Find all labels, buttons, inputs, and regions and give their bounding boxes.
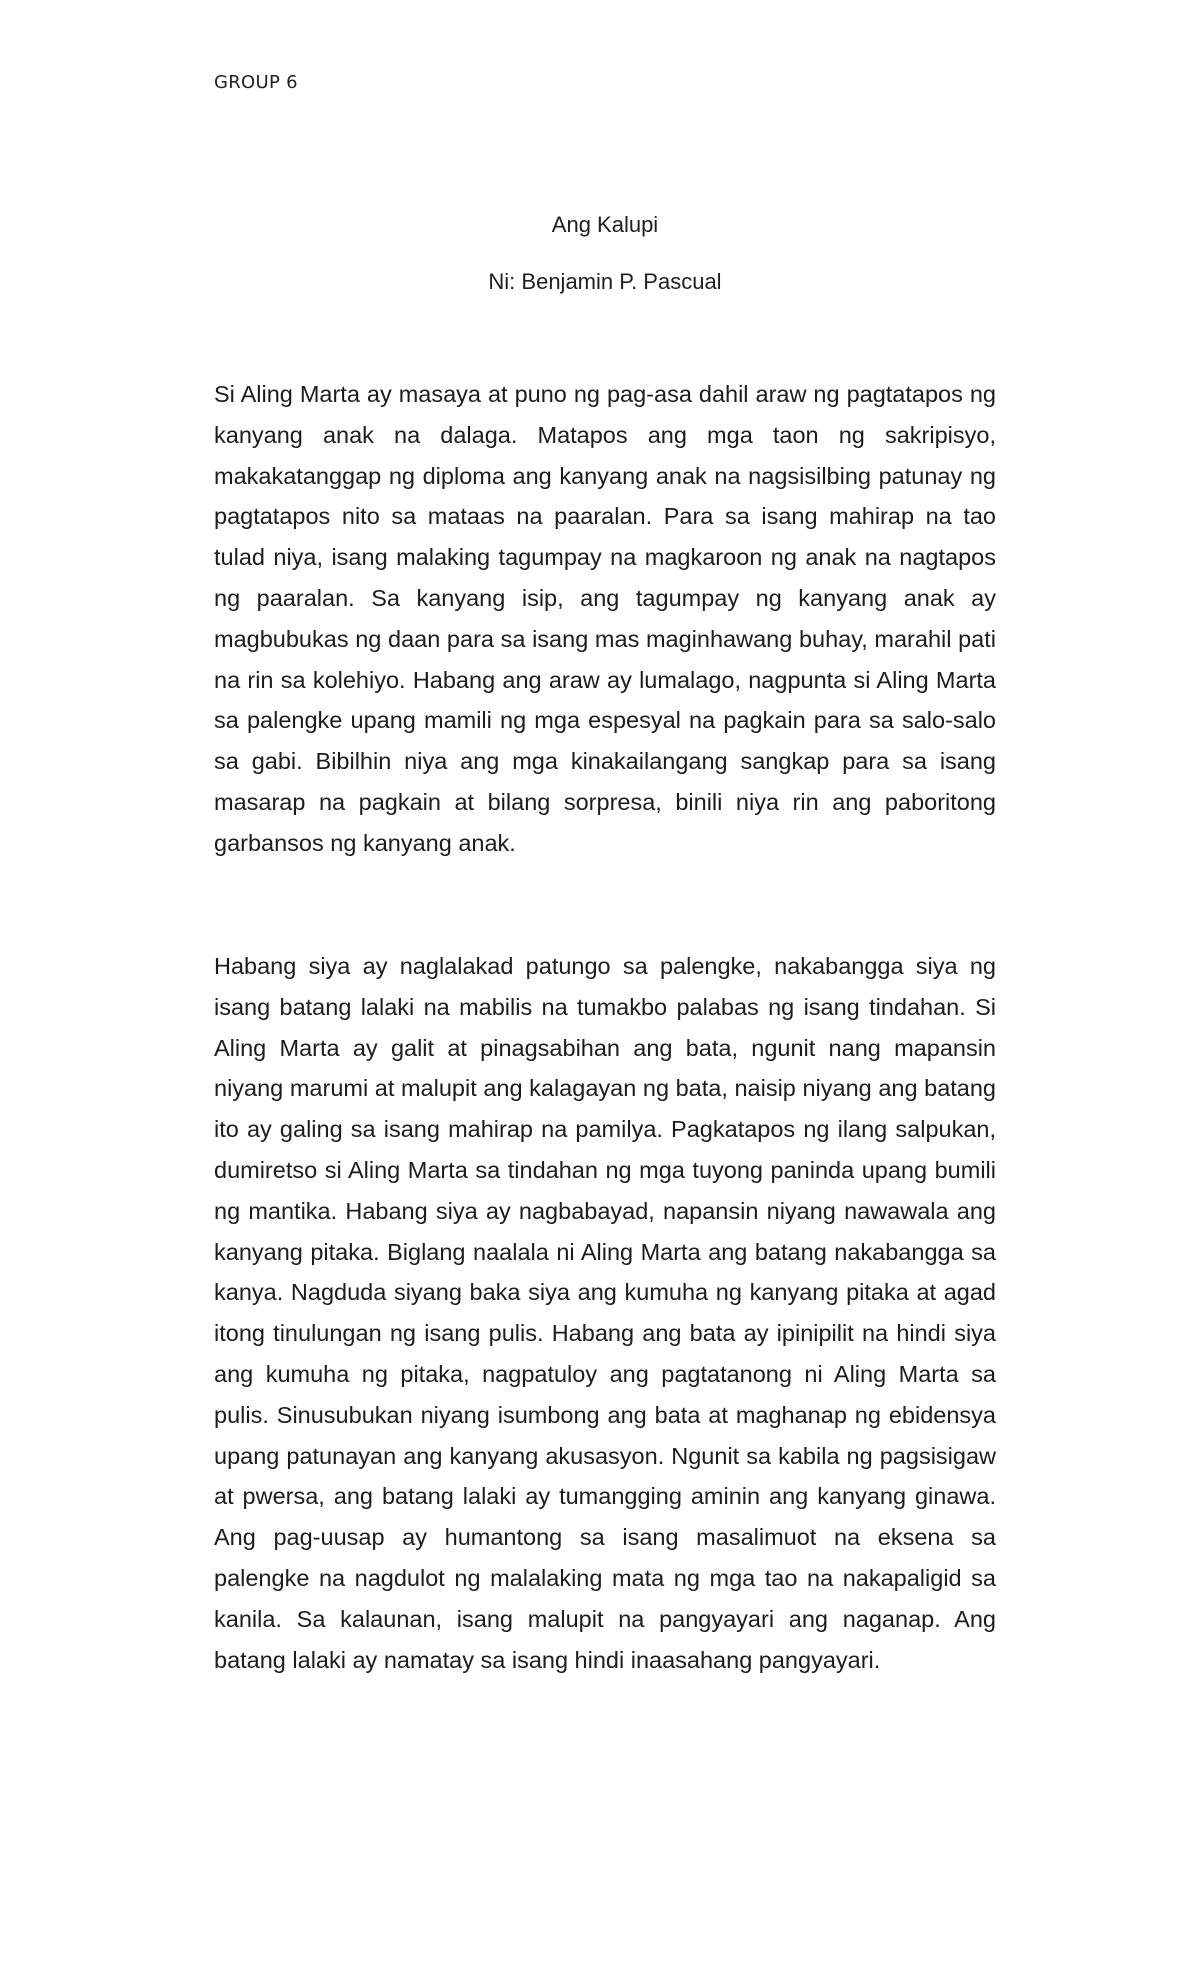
document-title: Ang Kalupi (551, 212, 659, 237)
body-paragraph-1: Si Aling Marta ay masaya at puno ng pag-asa dahil araw ng pagtatapos ng kanyang anak na dalaga. Matapos ang mga taon ng sakripisyo, makakatanggap ng diploma ang kanyang anak na nagsisilbing patunay ng pagtatapos nito sa mataas na paaralan. Para sa isang mahirap na tao tulad niya, isang malaking tagumpay na magkaroon ng anak na nagtapos ng paaralan. Sa kanyang isip, ang tagumpay ng kanyang anak ay magbubukas ng daan para sa isang mas maginhawang buhay, marahil pati na rin sa kolehiyo. Habang ang araw ay lumalago, nagpunta si Aling Marta sa palengke upang mamili ng mga espesyal na pagkain para sa salo-salo sa gabi. Bibilhin niya ang mga kinakailangang sangkap para sa isang masarap na pagkain at bilang sorpresa, binili niya rin ang paboritong garbansos ng kanyang anak. (214, 381, 996, 856)
group-label: GROUP 6 (214, 72, 298, 93)
document-author: Ni: Benjamin P. Pascual (488, 269, 722, 294)
body-paragraph-2: Habang siya ay naglalakad patungo sa palengke, nakabangga siya ng isang batang lalaki na mabilis na tumakbo palabas ng isang tindahan. Si Aling Marta ay galit at pinagsabihan ang bata, ngunit nang mapansin niyang marumi at malupit ang kalagayan ng bata, naisip niyang ang batang ito ay galing sa isang mahirap na pamilya. Pagkatapos ng ilang salpukan, dumiretso si Aling Marta sa tindahan ng mga tuyong paninda upang bumili ng mantika. Habang siya ay nagbabayad, napansin niyang nawawala ang kanyang pitaka. Biglang naalala ni Aling Marta ang batang nakabangga sa kanya. Nagduda siyang baka siya ang kumuha ng kanyang pitaka at agad itong tinulungan ng isang pulis. Habang ang bata ay ipinipilit na hindi siya ang kumuha ng pitaka, nagpatuloy ang pagtatanong ni Aling Marta sa pulis. Sinusubukan niyang isumbong ang bata at maghanap ng ebidensya upang patunayan ang kanyang akusasyon. Ngunit sa kabila ng pagsisigaw at pwersa, ang batang lalaki ay tumangging aminin ang kanyang ginawa. Ang pag-uusap ay humantong sa isang masalimuot na eksena sa palengke na nagdulot ng malalaking mata ng mga tao na nakapaligid sa kanila. Sa kalaunan, isang malupit na pangyayari ang naganap. Ang batang lalaki ay namatay sa isang hindi inaasahang pangyayari. (214, 953, 996, 1673)
